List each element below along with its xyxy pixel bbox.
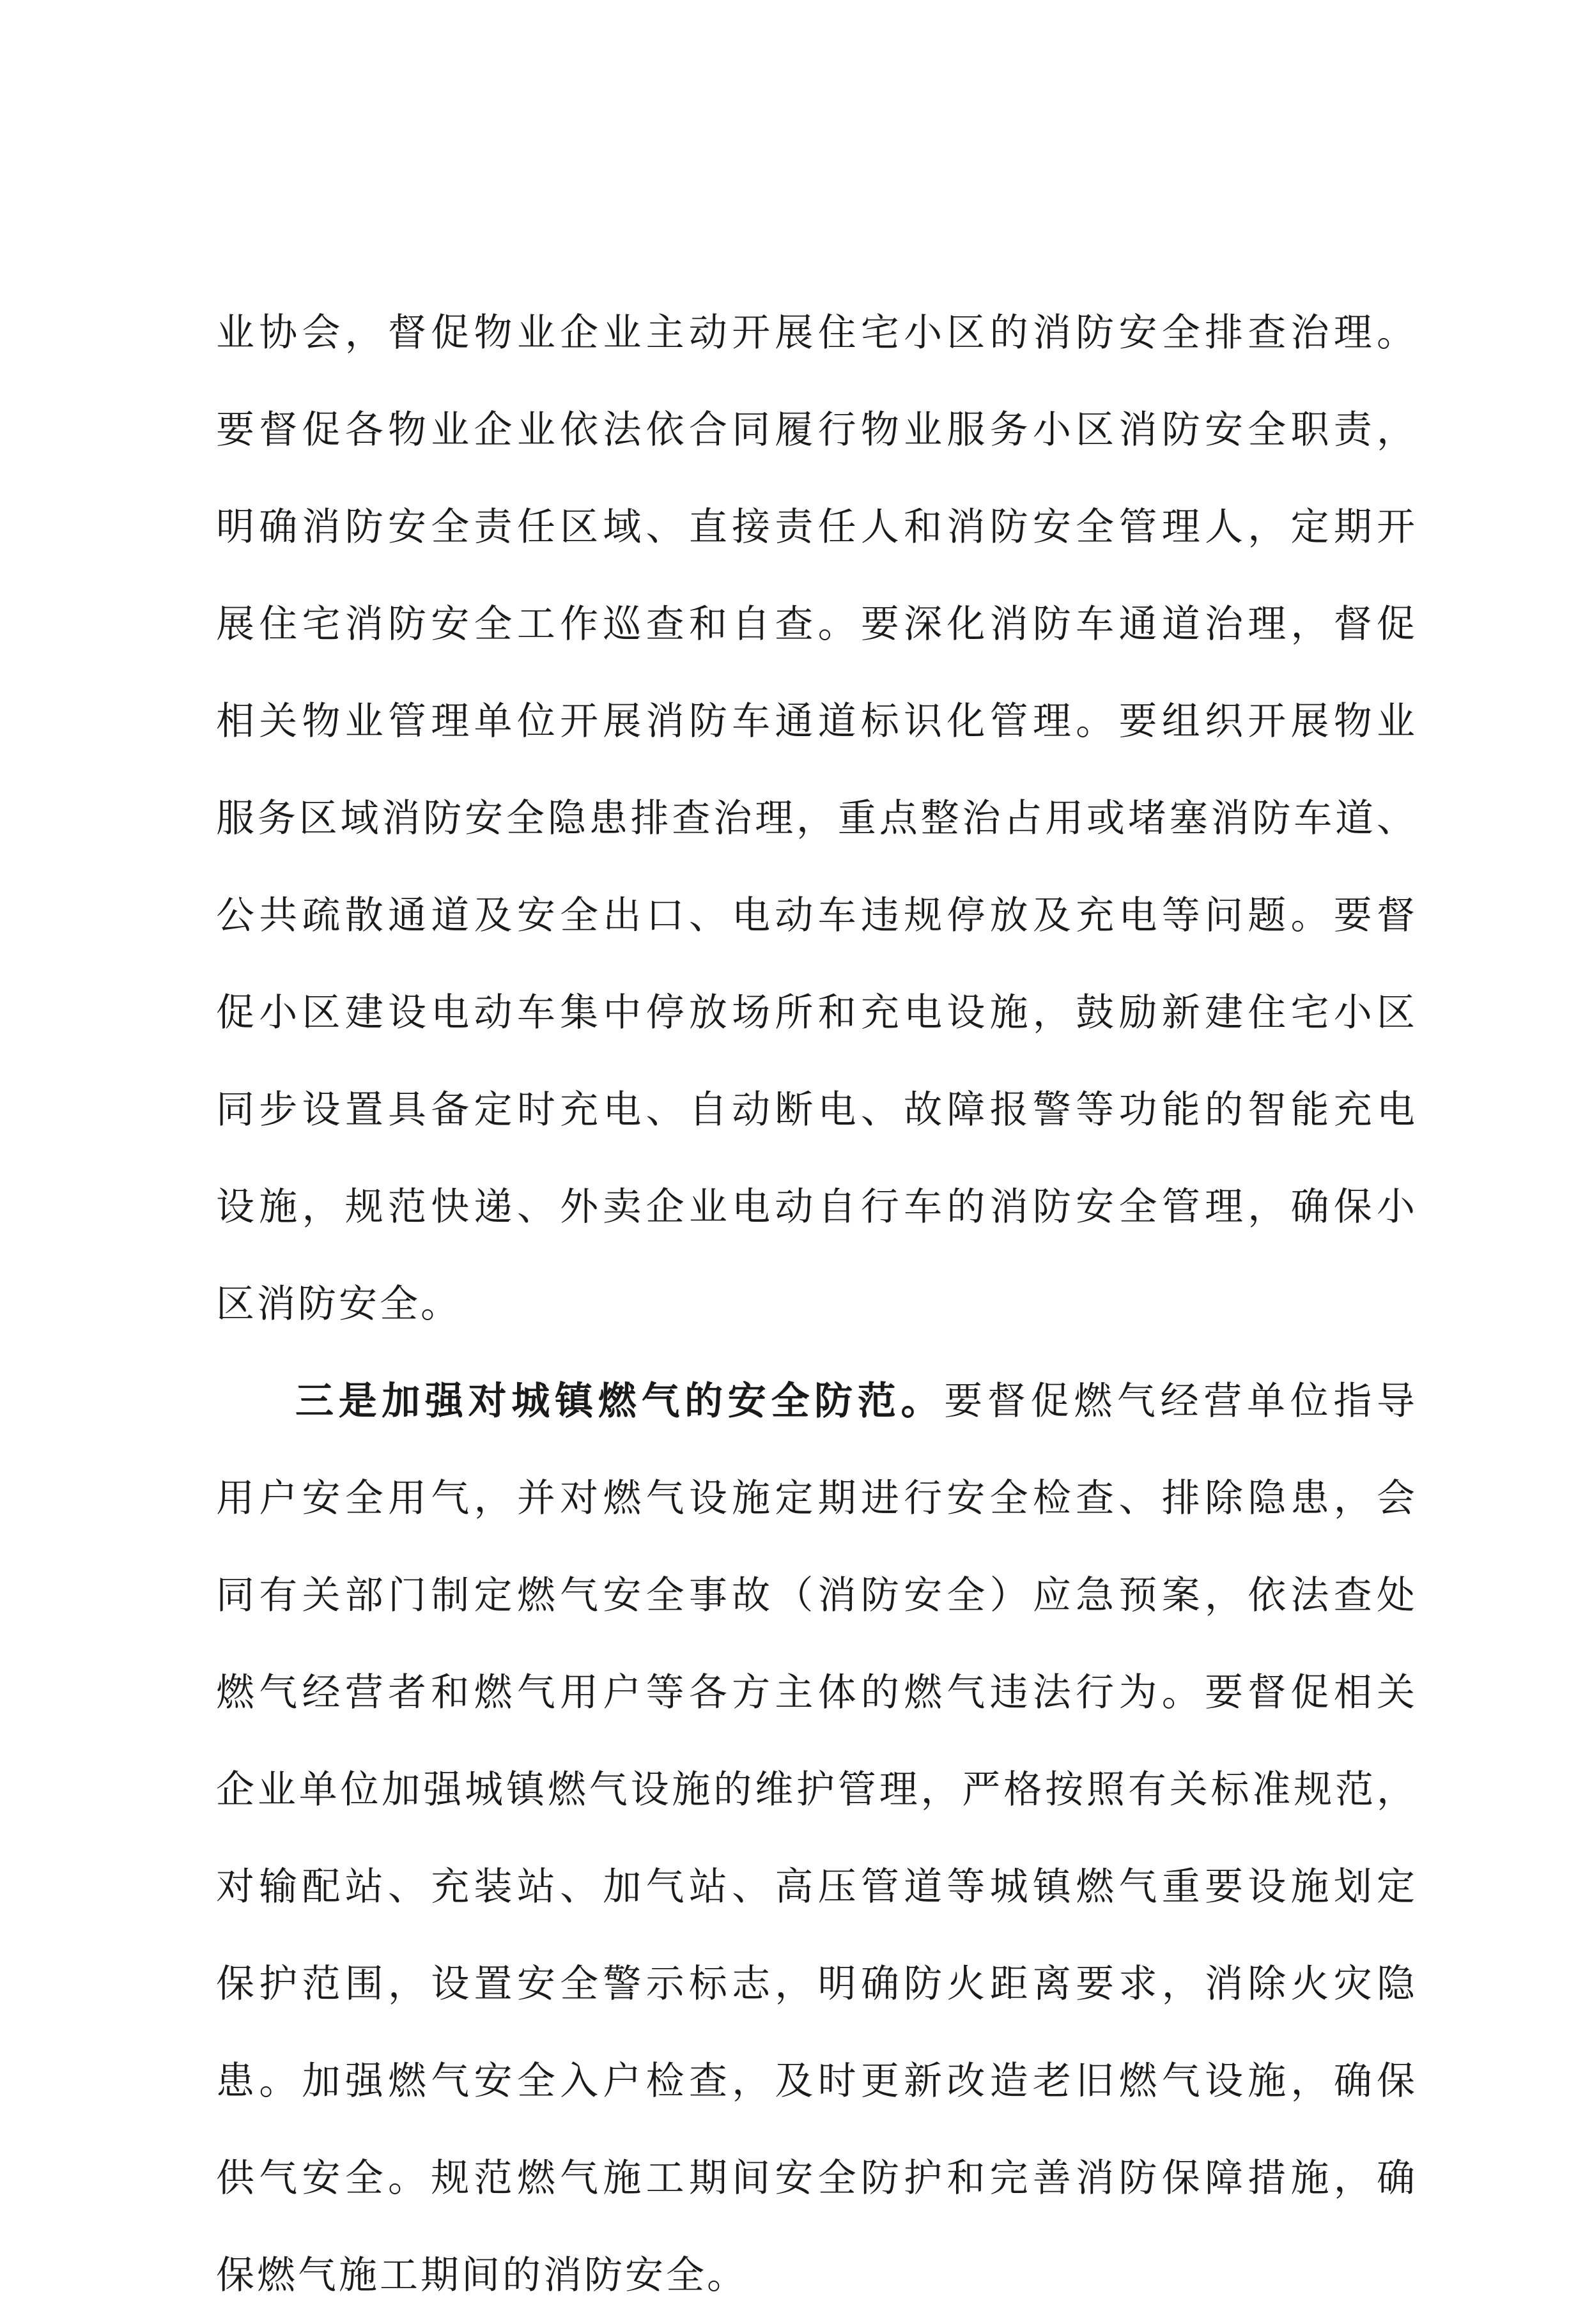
paragraph-line: 明确消防安全责任区域、直接责任人和消防安全管理人，定期开 xyxy=(216,505,1418,550)
paragraph-line: 对输配站、充装站、加气站、高压管道等城镇燃气重要设施划定 xyxy=(216,1865,1418,1909)
paragraph-line: 区消防安全。 xyxy=(216,1282,461,1327)
paragraph-line: 燃气经营者和燃气用户等各方主体的燃气违法行为。要督促相关 xyxy=(216,1670,1418,1715)
paragraph-line: 公共疏散通道及安全出口、电动车违规停放及充电等问题。要督 xyxy=(216,893,1418,938)
body-text xyxy=(216,284,1418,2324)
paragraph-line: 供气安全。规范燃气施工期间安全防护和完善消防保障措施，确 xyxy=(216,2156,1418,2201)
paragraph-line: 同有关部门制定燃气安全事故（消防安全）应急预案，依法查处 xyxy=(216,1573,1418,1618)
paragraph-line: 要督促各物业企业依法依合同履行物业服务小区消防安全职责， xyxy=(216,408,1418,452)
section-heading: 三是加强对城镇燃气的安全防范。 xyxy=(295,1379,945,1424)
paragraph-line: 保护范围，设置安全警示标志，明确防火距离要求，消除火灾隐 xyxy=(216,1962,1418,2006)
paragraph-line: 用户安全用气，并对燃气设施定期进行安全检查、排除隐患，会 xyxy=(216,1476,1418,1521)
paragraph-line: 业协会，督促物业企业主动开展住宅小区的消防安全排查治理。 xyxy=(216,311,1418,355)
paragraph-line: 企业单位加强城镇燃气设施的维护管理，严格按照有关标准规范， xyxy=(216,1767,1418,1812)
heading-continuation: 要督促燃气经营单位指导 xyxy=(944,1379,1418,1424)
paragraph-line: 服务区域消防安全隐患排查治理，重点整治占用或堵塞消防车道、 xyxy=(216,796,1418,841)
paragraph-line: 保燃气施工期间的消防安全。 xyxy=(216,2253,748,2298)
paragraph-line: 患。加强燃气安全入户检查，及时更新改造老旧燃气设施，确保 xyxy=(216,2059,1418,2104)
paragraph-line: 相关物业管理单位开展消防车通道标识化管理。要组织开展物业 xyxy=(216,699,1418,744)
paragraph-line: 设施，规范快递、外卖企业电动自行车的消防安全管理，确保小 xyxy=(216,1185,1418,1229)
paragraph-line: 促小区建设电动车集中停放场所和充电设施，鼓励新建住宅小区 xyxy=(216,990,1418,1035)
paragraph-first-line xyxy=(216,1353,1418,1450)
paragraph-line: 展住宅消防安全工作巡查和自查。要深化消防车通道治理，督促 xyxy=(216,602,1418,647)
paragraph-line: 同步设置具备定时充电、自动断电、故障报警等功能的智能充电 xyxy=(216,1088,1418,1132)
